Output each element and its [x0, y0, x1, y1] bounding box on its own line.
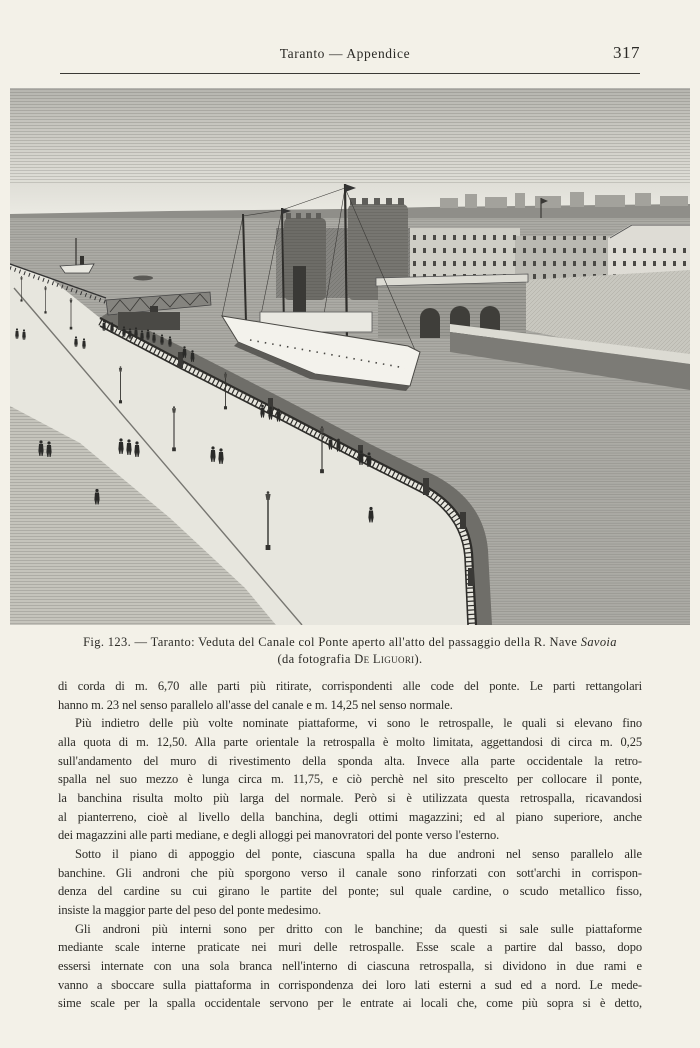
body-text	[58, 677, 642, 1013]
rowing-boat	[133, 276, 153, 281]
caption-text: Fig. 123. — Taranto: Veduta del Canale col Ponte aperto all'atto del passaggio della R. Nave	[83, 635, 578, 649]
body-line: al pianterreno, cioè al livello della banchina, degli ottimi magazzini; ed al piano superiore, anche	[58, 809, 642, 824]
body-paragraph	[58, 677, 642, 714]
credit-close: ).	[414, 652, 423, 666]
body-line: hanno m. 23 nel senso parallelo all'asse del canale e m. 14,25 nel senso normale.	[58, 697, 453, 712]
body-line: sull'andamento del muro di rivestimento della sponda alta. Invece alla parte occidentale la retro-	[58, 753, 642, 768]
body-paragraph	[58, 714, 642, 845]
figure-caption	[58, 634, 642, 668]
body-line: essersi internate con una sola branca nell'interno di ciascuna retrospalla, si dividono in due rami e	[58, 958, 642, 973]
body-line: alla quota di m. 12,50. Alla parte orientale la retrospalla è molto limitata, aggettandosi di circa m. 0,25	[58, 734, 642, 749]
body-line: insiste la maggior parte del peso del ponte medesimo.	[58, 902, 322, 917]
body-line: mediante scale interne praticate nei muri delle retrospalle. Esse scale a partire dal basso, dopo	[58, 940, 642, 955]
body-line: denza del cardine su cui girano le partite del ponte; sul quale cardine, o scudo metallico fisso,	[58, 884, 642, 899]
credit-photographer: De Liguori	[354, 652, 415, 666]
body-line: dei magazzini alle parti mediane, e degli alloggi pei manovratori del ponte verso l'esterno.	[58, 828, 500, 843]
running-title: Taranto — Appendice	[279, 46, 411, 61]
sky-hatching	[10, 88, 690, 183]
body-line: vanno a sboccare sulla piattaforma in corrispondenza dei loro lati esterni a sud ed a nord. Le mede-	[58, 977, 642, 992]
caption-ship-name: Savoia	[580, 635, 617, 649]
body-line: di corda di m. 6,70 alle parti più ritirate, corrispondenti alle code del ponte. Le parti rettangolari	[58, 679, 642, 693]
credit-open: (da fotografia	[277, 652, 351, 666]
body-line: la banchina risulta molto più larga del normale. Però si è utilizzata questa retrospalla, ricavandosi	[58, 790, 642, 805]
crowd-shelter	[118, 312, 180, 330]
caption-credit	[58, 651, 642, 668]
body-line: sime scale per la spalla occidentale servono per le entrate ai locali che, come più sopra si è detto,	[58, 996, 642, 1011]
page-number: 317	[613, 43, 640, 62]
header-rule	[60, 73, 640, 74]
body-paragraph	[58, 920, 642, 1013]
engraving-illustration	[10, 88, 690, 625]
body-line: Più indietro delle più volte nominate piattaforme, vi sono le retrospalle, le quali si elevano fino	[75, 716, 642, 731]
caption-line	[58, 634, 642, 651]
body-paragraph	[58, 845, 642, 920]
body-line: banchine. Gli androni che più sporgono verso il canale sono rinforzati con sott'archi in corrispon-	[58, 865, 642, 880]
body-line: Gli androni più interni sono per dritto con le banchine; da questi si sale sulle piattaforme	[75, 921, 642, 936]
body-line: Sotto il piano di appoggio del ponte, ciascuna spalla ha due androni nel senso parallelo alle	[75, 846, 642, 861]
body-line: spalla nel suo mezzo è lunga circa m. 11,75, e ciò perchè nel sito prescelto per collocare il ponte,	[58, 772, 642, 787]
figure-engraving	[10, 88, 690, 625]
